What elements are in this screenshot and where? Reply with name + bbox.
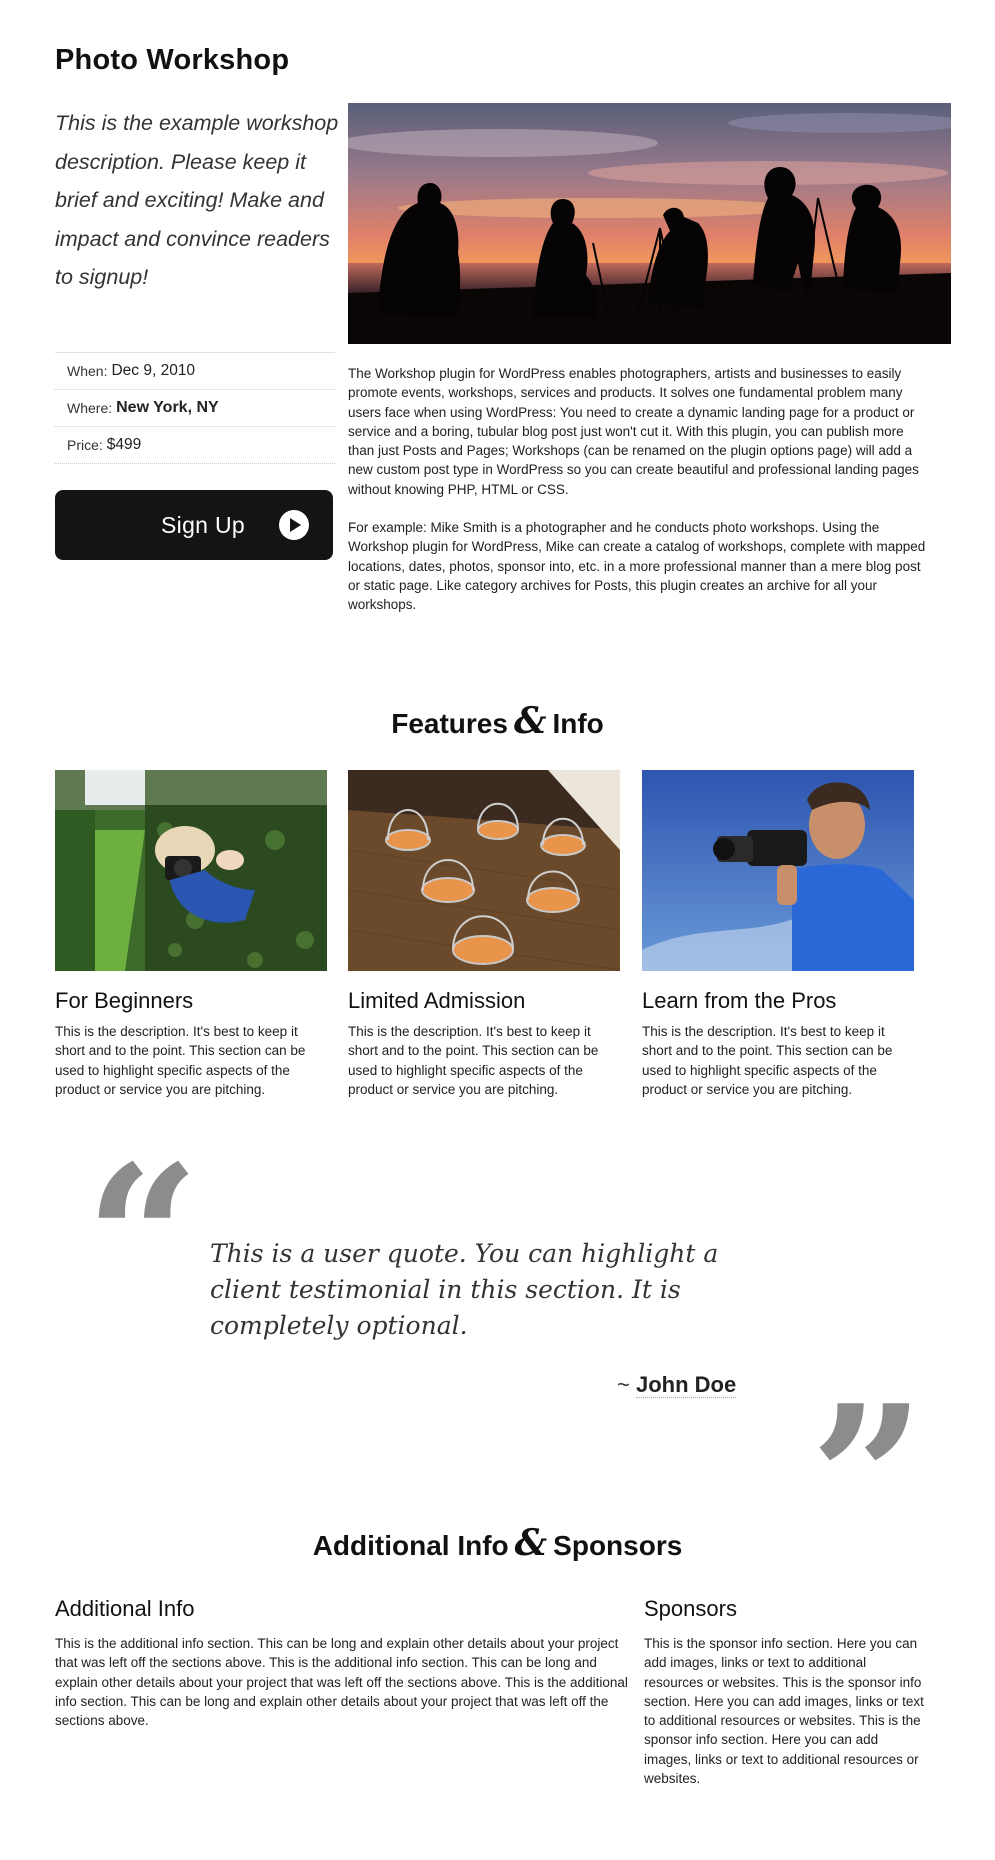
testimonial-author xyxy=(617,1372,736,1398)
detail-where xyxy=(55,390,335,427)
author-prefix: ~ xyxy=(617,1372,636,1397)
workshop-body xyxy=(348,364,928,615)
workshop-details xyxy=(55,352,335,464)
testimonial-text: This is a user quote. You can highlight a client testimonial in this section. It is completely optional. xyxy=(210,1239,719,1340)
when-label: When: xyxy=(67,363,108,379)
feature-card-pros xyxy=(642,770,914,1099)
feature-photo-limited xyxy=(348,770,620,971)
feature-card-limited xyxy=(348,770,620,1099)
features-ampersand: & xyxy=(513,700,547,742)
sign-up-button[interactable] xyxy=(55,490,333,560)
additional-info-column xyxy=(55,1596,630,1730)
body-paragraph-1: The Workshop plugin for WordPress enables photographers, artists and businesses to easily promote events, workshops, services and products. It solves one fundamental problem many users face when using WordPress: You need to create a dynamic landing page for a product or service and a boring, tubular blog post just won't cut it. With this plugin, you can publish more than just Posts and Pages; Workshops (can be renamed on the plugin options page) will add a new custom post type in WordPress so you can create beautiful and professional landing pages without knowing PHP, HTML or CSS. xyxy=(348,366,919,497)
workshop-intro: This is the example workshop description. Please keep it brief and exciting! Make and impact and convince readers to signup! xyxy=(55,111,339,289)
additional-ampersand: & xyxy=(514,1522,548,1564)
author-name[interactable]: John Doe xyxy=(635,1372,737,1397)
sponsors-title: Sponsors xyxy=(644,1596,737,1621)
body-paragraph-2: For example: Mike Smith is a photographer and he conducts photo workshops. Using the Workshop plugin for WordPress, Mike can create a catalog of workshops, complete with mapped locations, dates, photos, sponsor into, etc. in a more professional manner than a mere blog post or static page. Like category archives for Posts, this plugin creates an archive for all your workshops. xyxy=(348,520,926,613)
hero-photo xyxy=(348,103,951,344)
sponsors-text: This is the sponsor info section. Here you can add images, links or text to additional resources or websites. This is the sponsor info section. Here you can add images, links or text to additional resources or websites. This is the sponsor info section. Here you can add images, links or text to additional resources or websites. xyxy=(644,1636,924,1787)
feature-desc-pros: This is the description. It's best to keep it short and to the point. This section can be used to highlight specific aspects of the product or service you are pitching. xyxy=(642,1024,893,1097)
play-arrow-icon xyxy=(279,510,309,540)
man-camera-sky-image xyxy=(642,770,914,971)
feature-title-pros: Learn from the Pros xyxy=(642,988,837,1013)
feature-desc-beginners: This is the description. It's best to keep it short and to the point. This section can be used to highlight specific aspects of the product or service you are pitching. xyxy=(55,1024,306,1097)
feature-photo-beginners xyxy=(55,770,327,971)
feature-title-beginners: For Beginners xyxy=(55,988,194,1013)
detail-price xyxy=(55,427,335,464)
additional-title-b: Sponsors xyxy=(553,1530,683,1561)
features-section-title xyxy=(0,700,995,742)
price-value: $499 xyxy=(106,436,142,453)
when-value: Dec 9, 2010 xyxy=(111,362,196,379)
additional-info-title: Additional Info xyxy=(55,1596,195,1621)
sponsors-column xyxy=(644,1596,929,1788)
feature-desc-limited: This is the description. It's best to keep it short and to the point. This section can be used to highlight specific aspects of the product or service you are pitching. xyxy=(348,1024,599,1097)
additional-info-text: This is the additional info section. This can be long and explain other details about your project that was left off the sections above. This is the additional info section. This can be long and explain other details about your project that was left off the sections above. This is the additional info section. This can be long and explain other details about your project that was left off the sections above. xyxy=(55,1636,628,1729)
feature-photo-pros xyxy=(642,770,914,971)
page-title: Photo Workshop xyxy=(55,44,290,76)
where-label: Where: xyxy=(67,400,113,416)
additional-title-a: Additional Info xyxy=(312,1530,509,1561)
additional-section-title xyxy=(0,1522,995,1564)
features-title-a: Features xyxy=(391,708,508,739)
detail-when xyxy=(55,353,335,390)
features-title-b: Info xyxy=(552,708,604,739)
hero-sunset-image xyxy=(348,103,951,344)
woman-camera-hedge-image xyxy=(55,770,327,971)
open-quote-icon: “ xyxy=(85,1122,201,1357)
feature-card-beginners xyxy=(55,770,327,1099)
where-value[interactable]: New York, NY xyxy=(116,399,219,416)
price-label: Price: xyxy=(67,437,103,453)
sign-up-label: Sign Up xyxy=(161,511,245,538)
close-quote-icon: ” xyxy=(810,1362,926,1597)
feature-title-limited: Limited Admission xyxy=(348,988,526,1013)
chairs-image xyxy=(348,770,620,971)
